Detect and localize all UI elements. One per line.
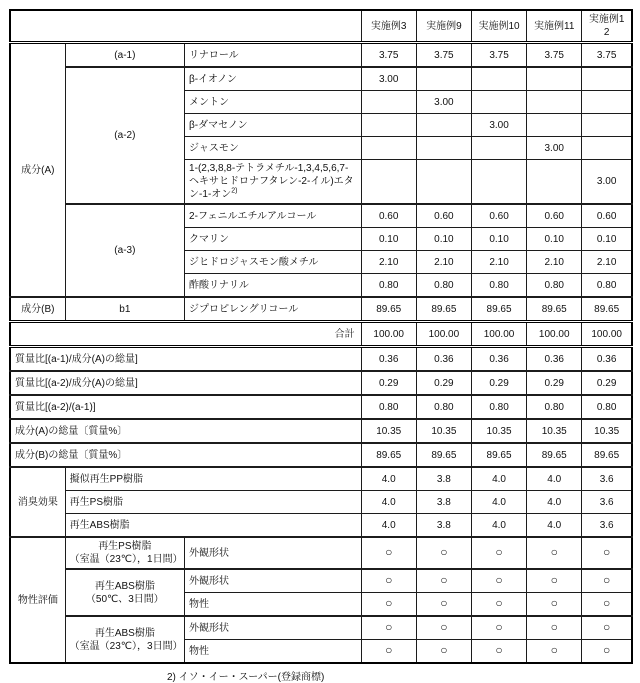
row-label-mass-ratio-a2-a1: 質量比[(a-2)/(a-1)] xyxy=(10,395,361,419)
item-name: 再生PS樹脂 xyxy=(65,491,361,514)
item-name: 2-フェニルエチルアルコール xyxy=(185,204,362,228)
value-cell: 0.36 xyxy=(582,347,632,372)
value-cell: 2.10 xyxy=(416,251,471,274)
result-mark: ○ xyxy=(527,537,582,569)
value-cell: 0.10 xyxy=(416,228,471,251)
condition-label: 再生ABS樹脂 （室温（23℃），3日間） xyxy=(65,616,184,663)
value-cell: 10.35 xyxy=(582,419,632,443)
value-cell xyxy=(416,160,471,205)
value-cell: 2.10 xyxy=(361,251,416,274)
footnote: 2) イソ・イー・スーパー(登録商標) xyxy=(167,672,325,683)
value-cell: 89.65 xyxy=(361,443,416,467)
value-cell: 3.75 xyxy=(471,43,526,68)
result-mark: ○ xyxy=(361,569,416,593)
result-mark: ○ xyxy=(527,569,582,593)
value-cell: 4.0 xyxy=(527,514,582,538)
result-mark: ○ xyxy=(471,569,526,593)
value-cell: 89.65 xyxy=(527,443,582,467)
row-label-mass-ratio-a1: 質量比[(a-1)/成分(A)の総量] xyxy=(10,347,361,372)
measure-label: 物性 xyxy=(185,640,362,664)
value-cell: 0.60 xyxy=(471,204,526,228)
result-mark: ○ xyxy=(361,593,416,617)
value-cell: 0.80 xyxy=(582,274,632,298)
value-cell xyxy=(416,114,471,137)
value-cell: 0.36 xyxy=(527,347,582,372)
value-cell xyxy=(582,91,632,114)
item-name: ジプロピレングリコール xyxy=(185,297,362,322)
col-header-example-3: 実施例3 xyxy=(361,10,416,43)
value-cell xyxy=(416,67,471,91)
value-cell: 0.10 xyxy=(582,228,632,251)
value-cell: 2.10 xyxy=(527,251,582,274)
value-cell: 3.75 xyxy=(527,43,582,68)
result-mark: ○ xyxy=(582,537,632,569)
value-cell: 2.10 xyxy=(471,251,526,274)
value-cell: 89.65 xyxy=(582,297,632,322)
results-table xyxy=(9,9,633,664)
value-cell: 0.80 xyxy=(527,274,582,298)
value-cell: 3.75 xyxy=(416,43,471,68)
value-cell: 3.00 xyxy=(361,67,416,91)
value-cell xyxy=(471,160,526,205)
value-cell: 0.80 xyxy=(361,274,416,298)
value-cell: 0.80 xyxy=(416,395,471,419)
value-cell: 4.0 xyxy=(471,491,526,514)
value-cell: 0.80 xyxy=(361,395,416,419)
value-cell: 0.60 xyxy=(416,204,471,228)
item-name: 酢酸リナリル xyxy=(185,274,362,298)
value-cell: 0.60 xyxy=(582,204,632,228)
value-cell: 100.00 xyxy=(582,322,632,347)
item-name: クマリン xyxy=(185,228,362,251)
col-header-example-10: 実施例10 xyxy=(471,10,526,43)
result-mark: ○ xyxy=(416,616,471,640)
value-cell: 3.8 xyxy=(416,491,471,514)
result-mark: ○ xyxy=(361,616,416,640)
condition-label: 再生ABS樹脂 （50℃、3日間） xyxy=(65,569,184,616)
value-cell xyxy=(471,91,526,114)
result-mark: ○ xyxy=(416,537,471,569)
value-cell: 0.36 xyxy=(361,347,416,372)
value-cell: 89.65 xyxy=(527,297,582,322)
value-cell xyxy=(361,137,416,160)
item-name: 擬似再生PP樹脂 xyxy=(65,467,361,491)
label-a1: (a-1) xyxy=(65,43,184,68)
value-cell xyxy=(471,137,526,160)
value-cell: 10.35 xyxy=(361,419,416,443)
value-cell: 3.8 xyxy=(416,514,471,538)
item-name: 再生ABS樹脂 xyxy=(65,514,361,538)
label-deodorant-effect: 消臭効果 xyxy=(10,467,65,537)
result-mark: ○ xyxy=(471,640,526,664)
value-cell: 0.60 xyxy=(361,204,416,228)
result-mark: ○ xyxy=(471,616,526,640)
value-cell xyxy=(582,67,632,91)
item-name: リナロール xyxy=(185,43,362,68)
result-mark: ○ xyxy=(361,640,416,664)
measure-label: 外観形状 xyxy=(185,569,362,593)
item-name: β-イオノン xyxy=(185,67,362,91)
value-cell: 0.29 xyxy=(527,371,582,395)
value-cell: 89.65 xyxy=(471,443,526,467)
value-cell xyxy=(361,91,416,114)
result-mark: ○ xyxy=(471,537,526,569)
value-cell xyxy=(582,137,632,160)
value-cell: 0.10 xyxy=(527,228,582,251)
value-cell: 0.29 xyxy=(361,371,416,395)
result-mark: ○ xyxy=(582,593,632,617)
value-cell: 4.0 xyxy=(527,467,582,491)
result-mark: ○ xyxy=(471,593,526,617)
value-cell: 89.65 xyxy=(416,297,471,322)
result-mark: ○ xyxy=(527,593,582,617)
value-cell: 2.10 xyxy=(582,251,632,274)
item-name: β-ダマセノン xyxy=(185,114,362,137)
value-cell: 100.00 xyxy=(361,322,416,347)
value-cell: 89.65 xyxy=(361,297,416,322)
col-header-example-12: 実施例12 xyxy=(582,10,632,43)
label-component-a: 成分(A) xyxy=(10,43,65,298)
value-cell: 89.65 xyxy=(416,443,471,467)
row-label-mass-ratio-a2: 質量比[(a-2)/成分(A)の総量] xyxy=(10,371,361,395)
value-cell: 3.6 xyxy=(582,514,632,538)
label-a2: (a-2) xyxy=(65,67,184,204)
measure-label: 物性 xyxy=(185,593,362,617)
value-cell xyxy=(361,160,416,205)
value-cell: 0.36 xyxy=(416,347,471,372)
value-cell: 0.10 xyxy=(471,228,526,251)
value-cell: 0.60 xyxy=(527,204,582,228)
value-cell: 3.00 xyxy=(471,114,526,137)
value-cell: 3.75 xyxy=(582,43,632,68)
item-name: 1-(2,3,8,8-テトラメチル-1,3,4,5,6,7-ヘキサヒドロナフタレン-2-イル)エタン-1-オン$^{2)}$ xyxy=(185,160,362,205)
value-cell: 89.65 xyxy=(582,443,632,467)
value-cell: 0.80 xyxy=(471,395,526,419)
value-cell: 4.0 xyxy=(361,467,416,491)
condition-label: 再生PS樹脂 （室温（23℃），1日間） xyxy=(65,537,184,569)
value-cell xyxy=(527,91,582,114)
value-cell: 10.35 xyxy=(416,419,471,443)
item-name: ジヒドロジャスモン酸メチル xyxy=(185,251,362,274)
value-cell: 100.00 xyxy=(416,322,471,347)
result-mark: ○ xyxy=(582,569,632,593)
col-header-example-9: 実施例9 xyxy=(416,10,471,43)
value-cell: 0.29 xyxy=(582,371,632,395)
result-mark: ○ xyxy=(416,593,471,617)
label-component-b: 成分(B) xyxy=(10,297,65,322)
row-label-total-b: 成分(B)の総量〔質量%〕 xyxy=(10,443,361,467)
value-cell: 3.00 xyxy=(527,137,582,160)
value-cell: 100.00 xyxy=(471,322,526,347)
result-mark: ○ xyxy=(416,640,471,664)
label-property-eval: 物性評価 xyxy=(10,537,65,663)
result-mark: ○ xyxy=(527,616,582,640)
value-cell xyxy=(527,67,582,91)
value-cell xyxy=(527,160,582,205)
value-cell xyxy=(582,114,632,137)
value-cell xyxy=(527,114,582,137)
result-mark: ○ xyxy=(582,640,632,664)
value-cell: 10.35 xyxy=(527,419,582,443)
row-label-total-a: 成分(A)の総量〔質量%〕 xyxy=(10,419,361,443)
value-cell xyxy=(361,114,416,137)
value-cell: 4.0 xyxy=(527,491,582,514)
value-cell xyxy=(416,137,471,160)
value-cell: 0.80 xyxy=(527,395,582,419)
measure-label: 外観形状 xyxy=(185,537,362,569)
value-cell: 4.0 xyxy=(471,514,526,538)
value-cell: 0.10 xyxy=(361,228,416,251)
value-cell: 10.35 xyxy=(471,419,526,443)
measure-label: 外観形状 xyxy=(185,616,362,640)
col-header-example-11: 実施例11 xyxy=(527,10,582,43)
result-mark: ○ xyxy=(416,569,471,593)
label-b1: b1 xyxy=(65,297,184,322)
value-cell: 0.29 xyxy=(471,371,526,395)
value-cell: 3.8 xyxy=(416,467,471,491)
item-name: メントン xyxy=(185,91,362,114)
result-mark: ○ xyxy=(527,640,582,664)
item-name: ジャスモン xyxy=(185,137,362,160)
value-cell: 0.80 xyxy=(416,274,471,298)
value-cell: 100.00 xyxy=(527,322,582,347)
value-cell: 3.00 xyxy=(582,160,632,205)
value-cell: 3.6 xyxy=(582,491,632,514)
value-cell: 3.00 xyxy=(416,91,471,114)
result-mark: ○ xyxy=(582,616,632,640)
label-total: 合計 xyxy=(10,322,361,347)
value-cell: 0.29 xyxy=(416,371,471,395)
value-cell: 4.0 xyxy=(361,514,416,538)
value-cell: 4.0 xyxy=(471,467,526,491)
value-cell: 3.6 xyxy=(582,467,632,491)
value-cell: 89.65 xyxy=(471,297,526,322)
corner-cell xyxy=(10,10,361,43)
value-cell xyxy=(471,67,526,91)
value-cell: 0.80 xyxy=(471,274,526,298)
value-cell: 4.0 xyxy=(361,491,416,514)
value-cell: 3.75 xyxy=(361,43,416,68)
value-cell: 0.80 xyxy=(582,395,632,419)
value-cell: 0.36 xyxy=(471,347,526,372)
label-a3: (a-3) xyxy=(65,204,184,297)
result-mark: ○ xyxy=(361,537,416,569)
